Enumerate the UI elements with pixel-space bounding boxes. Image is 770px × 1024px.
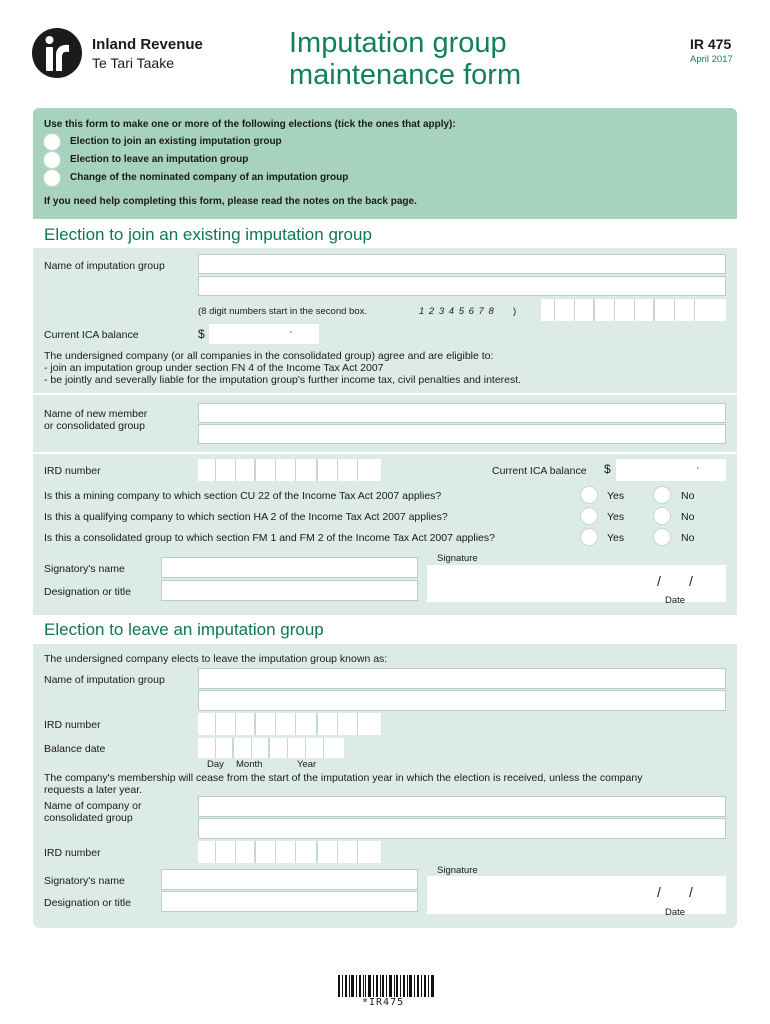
inland-revenue-logo-icon [31,27,83,79]
digit-hint: (8 digit numbers start in the second box. [198,306,367,317]
join-group-name-input-2[interactable] [198,276,726,296]
member-ica-decimal: · [696,462,700,474]
leave-name-label: Name of imputation group [44,674,165,686]
barcode-icon [338,975,434,997]
join-agree-item-1: - join an imputation group under section FN 4 of the Income Tax Act 2007 [44,362,384,374]
question-qualifying: Is this a qualifying company to which section HA 2 of the Income Tax Act 2007 applies? [44,511,448,523]
leave-ird-label: IRD number [44,719,101,731]
join-divider-2 [33,452,737,454]
logo [31,27,231,79]
join-designation-input[interactable] [161,580,418,601]
balance-date-label: Balance date [44,743,106,755]
question-mining: Is this a mining company to which section CU 22 of the Income Tax Act 2007 applies? [44,490,442,502]
option-leave-label: Election to leave an imputation group [70,154,249,165]
member-ird-number[interactable] [198,459,381,481]
intro-help: If you need help completing this form, please read the notes on the back page. [44,196,417,207]
qualifying-no-label: No [681,511,695,523]
mining-no-radio[interactable] [653,486,671,504]
join-section-heading: Election to join an existing imputation group [33,220,737,248]
leave-signatory-label: Signatory's name [44,875,125,887]
balance-date-input[interactable] [198,738,344,758]
join-ica-label: Current ICA balance [44,329,139,341]
mining-yes-label: Yes [607,490,625,502]
form-code: IR 475 [690,36,732,52]
balance-year-label: Year [297,759,317,770]
qualifying-yes-label: Yes [607,511,625,523]
leave-panel [33,644,737,928]
leave-ird-number[interactable] [198,713,381,735]
member-name-input-1[interactable] [198,403,726,423]
question-consolidated: Is this a consolidated group to which section FM 1 and FM 2 of the Income Tax Act 2007 applies? [44,532,495,544]
form-date: April 2017 [690,54,733,65]
leave-date-label: Date [665,907,686,918]
barcode-text: *IR475 [362,997,405,1008]
join-designation-label: Designation or title [44,586,131,598]
member-ica-dollar: $ [604,462,611,476]
option-join-label: Election to join an existing imputation group [70,136,282,147]
company-name-input-1[interactable] [198,796,726,817]
join-panel [33,248,737,615]
digit-close: ) [513,306,517,317]
leave-date-slash-1: / [657,884,661,900]
join-agree-item-2: - be jointly and severally liable for the imputation group's further income tax, civil penalties and interest. [44,374,522,386]
consolidated-no-label: No [681,532,695,544]
logo-name: Inland Revenue [92,36,203,53]
company-name-input-2[interactable] [198,818,726,839]
balance-day-label: Day [207,759,224,770]
consolidated-yes-label: Yes [607,532,625,544]
member-name-label-2: or consolidated group [44,420,145,432]
digit-example: 1 2 3 4 5 6 7 8 [419,306,495,317]
join-ica-decimal: · [289,326,293,338]
join-signatory-input[interactable] [161,557,418,578]
member-name-label-1: Name of new member [44,408,148,420]
leave-signature-label: Signature [437,865,478,876]
join-date-label: Date [665,595,686,606]
company-name-label-2: consolidated group [44,812,133,824]
join-divider-1 [33,393,737,395]
form-title-line-1: Imputation group [289,27,507,59]
mining-yes-radio[interactable] [580,486,598,504]
form-title-line-2: maintenance form [289,59,522,91]
join-name-label: Name of imputation group [44,260,165,272]
membership-text-2: requests a later year. [44,784,143,796]
qualifying-yes-radio[interactable] [580,507,598,525]
leave-section-heading: Election to leave an imputation group [33,615,737,644]
intro-panel [33,108,737,219]
leave-elect-text: The undersigned company elects to leave the imputation group known as: [44,653,388,665]
company-name-label-1: Name of company or [44,800,142,812]
logo-subtitle: Te Tari Taake [92,55,174,71]
join-date-slash-1: / [657,573,661,589]
membership-text-1: The company's membership will cease from the start of the imputation year in which the election is received, unless the company [44,772,643,784]
company-ird-number[interactable] [198,841,381,863]
member-name-input-2[interactable] [198,424,726,444]
balance-month-label: Month [236,759,263,770]
leave-designation-input[interactable] [161,891,418,912]
leave-signatory-input[interactable] [161,869,418,890]
barcode [338,975,434,1009]
join-date-slash-2: / [689,573,693,589]
option-change-label: Change of the nominated company of an imputation group [70,172,349,183]
option-join-checkbox[interactable] [43,133,61,151]
member-ird-label: IRD number [44,465,101,477]
consolidated-yes-radio[interactable] [580,528,598,546]
leave-designation-label: Designation or title [44,897,131,909]
member-ica-label: Current ICA balance [492,465,587,477]
qualifying-no-radio[interactable] [653,507,671,525]
join-ica-balance-input[interactable] [209,324,319,344]
intro-instruction: Use this form to make one or more of the following elections (tick the ones that apply): [44,119,456,130]
option-leave-checkbox[interactable] [43,151,61,169]
company-ird-label: IRD number [44,847,101,859]
leave-group-name-input-2[interactable] [198,690,726,711]
join-ica-dollar: $ [198,327,205,341]
consolidated-no-radio[interactable] [653,528,671,546]
join-group-ird-number[interactable] [541,299,726,321]
leave-date-slash-2: / [689,884,693,900]
join-group-name-input-1[interactable] [198,254,726,274]
join-agree-text: The undersigned company (or all companies in the consolidated group) agree and are eligible to: [44,350,494,362]
join-signatory-label: Signatory's name [44,563,125,575]
mining-no-label: No [681,490,695,502]
member-ica-balance-input[interactable] [616,459,726,481]
option-change-checkbox[interactable] [43,169,61,187]
join-signature-label: Signature [437,553,478,564]
leave-group-name-input-1[interactable] [198,668,726,689]
